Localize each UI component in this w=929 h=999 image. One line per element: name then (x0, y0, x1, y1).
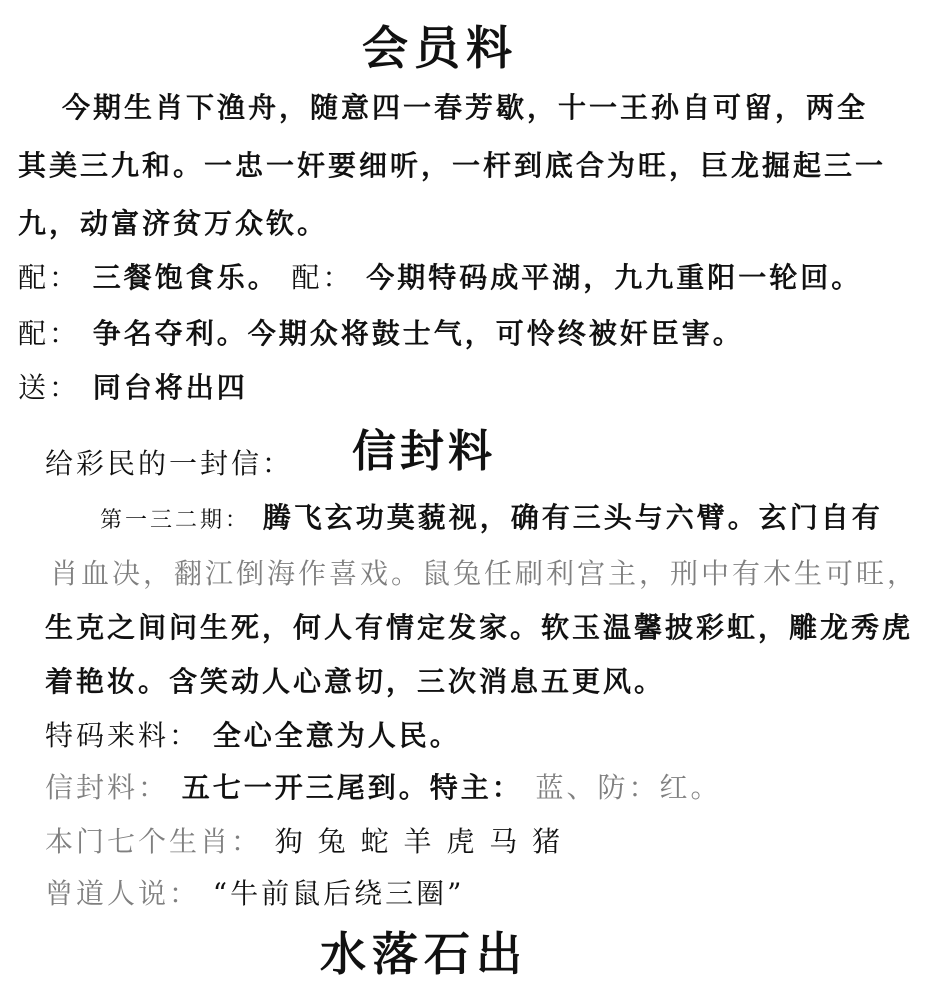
tema-text: 全心全意为人民。 (212, 719, 461, 752)
tema-line (45, 716, 461, 756)
pei-line-2 (18, 314, 744, 354)
pei-label: 配： (291, 261, 354, 294)
pei-label: 配： (18, 261, 81, 294)
tema-label: 特码来料： (45, 719, 201, 752)
member-line-3: 九，动富济贫万众钦。 (18, 207, 329, 240)
pei-label: 配： (18, 317, 81, 350)
letter-line-3: 生克之间问生死，何人有情定发家。软玉温馨披彩虹，雕龙秀虎 (45, 611, 914, 644)
letter-section-title: 信封料 (352, 426, 496, 477)
saying-text: “牛前鼠后绕三圈” (212, 877, 465, 910)
letter-line-4: 着艳妆。含笑动人心意切，三次消息五更风。 (45, 665, 666, 698)
seven-text: 狗 兔 蛇 羊 虎 马 猪 (274, 825, 564, 858)
color-hints: 蓝、防：红。 (535, 771, 722, 804)
pei-text: 今期特码成平湖，九九重阳一轮回。 (366, 261, 863, 294)
song-label: 送： (18, 371, 81, 404)
song-line (18, 368, 248, 408)
song-text: 同台将出四 (92, 371, 248, 404)
xinfeng-label: 信封料： (45, 771, 170, 804)
footer-title: 水落石出 (320, 927, 528, 981)
letter-line-2: 肖血决，翻江倒海作喜戏。鼠兔任刷利宫主，刑中有木生可旺， (50, 557, 919, 590)
letter-line-text: 腾飞玄功莫藐视，确有三头与六臂。玄门自有 (262, 501, 883, 534)
member-line-2: 其美三九和。一忠一奸要细听，一杆到底合为旺，巨龙掘起三一 (18, 149, 887, 182)
saying-line (45, 874, 464, 914)
letter-intro: 给彩民的一封信： (45, 447, 294, 480)
pei-text: 三餐饱食乐。 (92, 261, 279, 294)
letter-line-1 (100, 498, 883, 541)
pei-text: 争名夺利。今期众将鼓士气，可怜终被奸臣害。 (92, 317, 744, 350)
xinfeng-line (45, 768, 722, 808)
member-line-1: 今期生肖下渔舟，随意四一春芳歇，十一王孙自可留，两全 (62, 91, 869, 124)
seven-label: 本门七个生肖： (45, 825, 263, 858)
pei-line-1 (18, 258, 862, 298)
saying-label: 曾道人说： (45, 877, 201, 910)
seven-zodiac-line (45, 822, 563, 862)
xinfeng-text: 五七一开三尾到。特主： (181, 771, 523, 804)
member-section-title: 会员料 (362, 21, 518, 75)
issue-label: 第一三二期： (100, 508, 251, 533)
